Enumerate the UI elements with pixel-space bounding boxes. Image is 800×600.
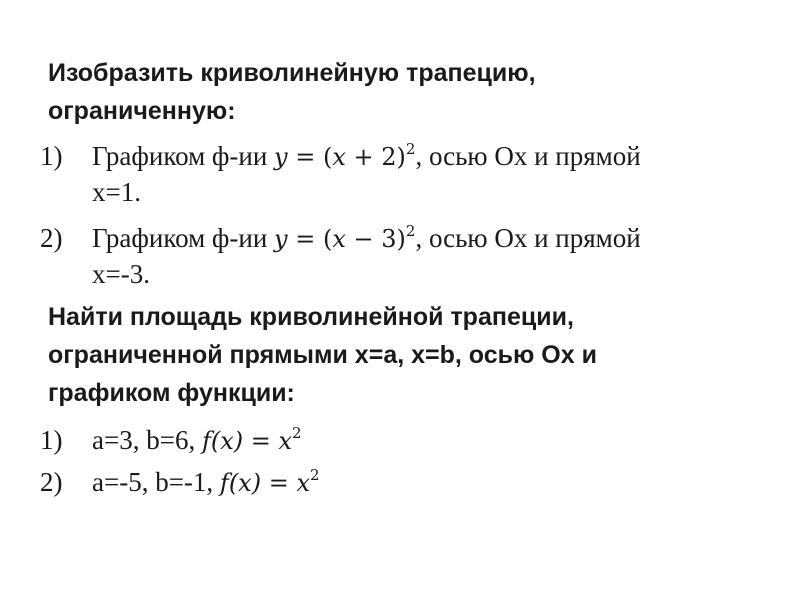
formula-f: f xyxy=(219,469,229,497)
item-line-1 xyxy=(92,465,320,501)
formula-exponent: 2 xyxy=(292,424,302,442)
formula-exponent: 2 xyxy=(405,222,416,240)
formula-rhs: x xyxy=(278,427,293,455)
item-prefix: Графиком ф-ии xyxy=(92,223,275,253)
item-number: 1) xyxy=(40,141,63,171)
formula-arg: (x) xyxy=(210,427,244,455)
item-line-1 xyxy=(92,423,302,459)
item-line-1 xyxy=(92,139,641,175)
item-number: 1) xyxy=(40,425,63,455)
formula-exponent: 2 xyxy=(310,466,320,484)
formula-lhs: y xyxy=(274,143,288,171)
item-body xyxy=(92,423,302,459)
formula-eq: = ( xyxy=(287,143,333,171)
formula-rest: − 3) xyxy=(345,225,406,253)
item-text: a=-5, b=-1, xyxy=(92,467,220,497)
task2-heading xyxy=(48,300,597,410)
item-body xyxy=(92,465,320,501)
formula-eq: = xyxy=(243,427,279,455)
formula-var: x xyxy=(332,143,346,171)
item-suffix: , осью Ох и прямой xyxy=(415,223,641,253)
task2-heading-line3: графиком функции: xyxy=(48,379,295,407)
formula-eq: = xyxy=(261,469,297,497)
task2-heading-line2: ограниченной прямыми х=a, x=b, осью Ох и xyxy=(48,341,597,369)
item-number: 2) xyxy=(40,223,63,253)
item-line-1 xyxy=(92,221,641,257)
formula xyxy=(219,466,320,497)
task1-heading-line2: ограниченную: xyxy=(48,97,236,125)
formula-rhs: x xyxy=(296,469,310,497)
formula-lhs: y xyxy=(274,225,288,253)
item-number: 2) xyxy=(40,467,63,497)
task1-heading-line1: Изобразить криволинейную трапецию, xyxy=(48,59,536,87)
formula-arg: (x) xyxy=(228,469,262,497)
item-text: a=3, b=6, xyxy=(92,425,202,455)
formula-rest: + 2) xyxy=(345,143,406,171)
item-line-2: х=-3. xyxy=(92,259,150,289)
item-prefix: Графиком ф-ии xyxy=(92,141,275,171)
formula-var: x xyxy=(332,225,346,253)
item-line-2: х=1. xyxy=(92,177,141,207)
formula-exponent: 2 xyxy=(405,140,416,158)
formula-f: f xyxy=(201,427,211,455)
task2-heading-line1: Найти площадь криволинейной трапеции, xyxy=(48,303,574,331)
item-body xyxy=(92,221,641,293)
formula xyxy=(274,222,416,253)
formula xyxy=(274,140,416,171)
item-body xyxy=(92,139,641,211)
task1-heading xyxy=(48,56,536,128)
formula-eq: = ( xyxy=(287,225,333,253)
formula xyxy=(201,424,302,455)
item-suffix: , осью Ох и прямой xyxy=(415,141,641,171)
